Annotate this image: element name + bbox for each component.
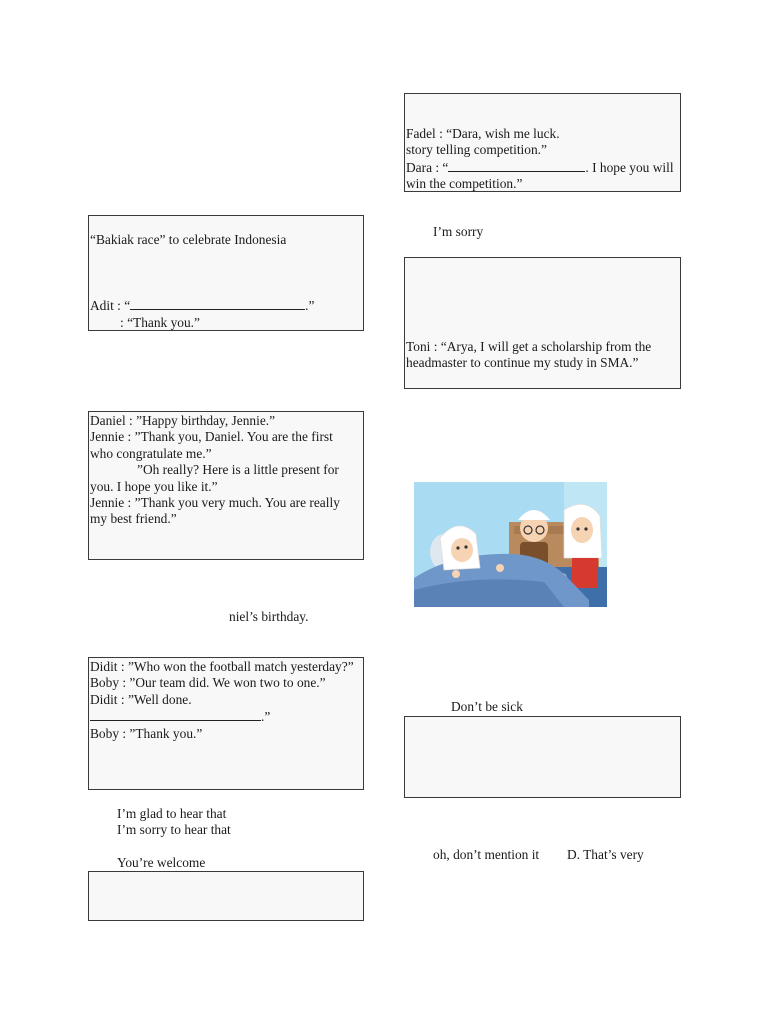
- dialogue-box-daniel: [88, 411, 364, 560]
- girl-eye: [584, 527, 587, 530]
- spacer: [90, 248, 362, 297]
- dialogue-line: Boby : ”Our team did. We won two to one.”: [90, 675, 326, 691]
- sick-girl-face: [451, 538, 473, 562]
- illustration-svg: [414, 482, 607, 607]
- dialogue-line: Jennie : ”Thank you very much. You are really: [90, 495, 340, 511]
- dialogue-line: “Bakiak race” to celebrate Indonesia: [90, 232, 287, 247]
- girl-dress: [572, 558, 598, 588]
- dialogue-suffix: .”: [261, 709, 271, 725]
- dialogue-line: Toni : “Arya, I will get a scholarship from the: [406, 339, 652, 354]
- sick-girl-eye: [464, 545, 467, 548]
- option-text: I’m sorry: [433, 224, 484, 239]
- dialogue-suffix: .”: [305, 298, 315, 314]
- girl-face: [571, 517, 593, 543]
- dialogue-line: my best friend.”: [90, 511, 177, 527]
- answer-blank[interactable]: [448, 159, 585, 172]
- empty-answer-box: [404, 716, 681, 798]
- dialogue-line: Jennie : ”Thank you, Daniel. You are the first: [90, 429, 333, 445]
- dialogue-line-with-blank: [90, 297, 362, 314]
- dialogue-line: you. I hope you like it.”: [90, 478, 218, 494]
- dialogue-box-adit: [88, 215, 364, 331]
- empty-answer-box: [88, 871, 364, 921]
- dialogue-box-didit: [88, 657, 364, 790]
- dialogue-line: Daniel : ”Happy birthday, Jennie.”: [90, 413, 276, 428]
- girl-eye: [576, 527, 579, 530]
- option-text: oh, don’t mention it: [433, 847, 540, 862]
- dialogue-line: story telling competition.”: [406, 142, 547, 158]
- option-text: Don’t be sick: [451, 699, 523, 714]
- answer-blank[interactable]: [90, 708, 261, 721]
- dialogue-line: who congratulate me.”: [90, 445, 212, 461]
- sick-girl-hand: [452, 570, 460, 578]
- dialogue-line: Didit : ”Who won the football match yesterday?”: [90, 659, 354, 674]
- option-text: I’m sorry to hear that: [117, 822, 231, 837]
- dialogue-box-fadel: [404, 93, 681, 192]
- dialogue-line: Fadel : “Dara, wish me luck.: [406, 126, 560, 141]
- dialogue-line: headmaster to continue my study in SMA.”: [406, 355, 639, 371]
- dialogue-suffix: . I hope you will: [585, 159, 674, 175]
- dialogue-prefix: Dara : “: [406, 159, 449, 175]
- dialogue-line-with-blank: [406, 159, 679, 176]
- answer-blank[interactable]: [130, 297, 305, 310]
- sick-girl-hand: [496, 564, 504, 572]
- dialogue-line: : “Thank you.”: [120, 314, 200, 330]
- dialogue-prefix: Adit : “: [90, 298, 131, 314]
- dialogue-box-toni: [404, 257, 681, 389]
- dialogue-line-with-blank: [90, 708, 362, 725]
- dialogue-line: Didit : ”Well done.: [90, 691, 192, 707]
- sick-girl-eye: [456, 546, 459, 549]
- fragment-text: niel’s birthday.: [229, 609, 309, 624]
- option-text: D. That’s very: [567, 847, 644, 862]
- option-text: I’m glad to hear that: [117, 806, 227, 821]
- sick-visit-illustration-icon: [414, 482, 607, 607]
- option-text: You’re welcome: [117, 855, 206, 870]
- dialogue-line: ”Oh really? Here is a little present for: [137, 462, 339, 478]
- dialogue-line: Boby : ”Thank you.”: [90, 725, 203, 741]
- dialogue-line: win the competition.”: [406, 176, 523, 192]
